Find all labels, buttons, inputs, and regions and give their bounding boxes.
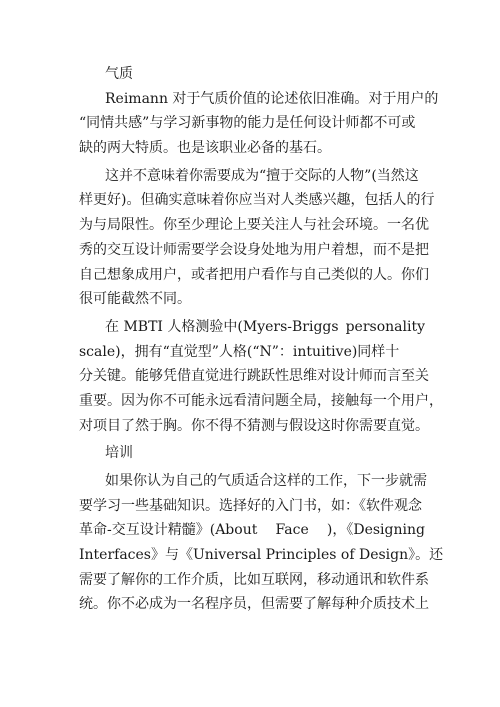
line-segment: Face bbox=[275, 522, 309, 539]
paragraph-social bbox=[79, 164, 435, 312]
section-heading-temperament: 气质 bbox=[105, 66, 133, 82]
paragraph-line: 对项目了然于胸。你不得不猜测与假设这时你需要直觉。 bbox=[79, 417, 429, 434]
paragraph-line: 秀的交互设计师需要学会设身处地为用户着想，而不是把 bbox=[79, 241, 429, 258]
paragraph-line: 为与局限性。你至少理论上要关注人与社会环境。一名优 bbox=[79, 217, 429, 234]
line-segment: )，《Designing bbox=[326, 522, 425, 539]
paragraph-line: 样更好)。但确实意味着你应当对人类感兴趣，包括人的行 bbox=[79, 192, 435, 209]
paragraph-reimann bbox=[79, 87, 439, 161]
line-segment: 在 MBTI 人格测验中(Myers-Briggs bbox=[105, 318, 339, 335]
paragraph-line: 分关键。能够凭借直觉进行跳跃性思维对设计师而言至关 bbox=[79, 368, 429, 385]
paragraph-line: Reimann 对于气质价值的论述依旧准确。对于用户的 bbox=[105, 90, 439, 107]
paragraph-line: 要学习一些基础知识。选择好的入门书，如：《软件观念 bbox=[79, 497, 422, 514]
paragraph-mbti bbox=[79, 315, 443, 438]
paragraph-line: 需要了解你的工作介质，比如互联网，移动通讯和软件系 bbox=[79, 571, 429, 588]
section-heading-training: 培训 bbox=[105, 445, 133, 462]
paragraph-line: Interfaces》与《Universal Principles of Design》。还 bbox=[79, 547, 444, 564]
line-segment: 革命-交互设计精髓》(About bbox=[79, 522, 258, 539]
paragraph-line bbox=[79, 518, 425, 543]
paragraph-line: 这并不意味着你需要成为“擅于交际的人物”(当然这 bbox=[105, 167, 419, 184]
paragraph-line: 统。你不必成为一名程序员，但需要了解每种介质技术上 bbox=[79, 596, 429, 613]
paragraph-line: 很可能截然不同。 bbox=[79, 291, 191, 308]
paragraph-line: 重要。因为你不可能永远看清问题全局，接触每一个用户， bbox=[79, 392, 443, 409]
line-segment: personality bbox=[345, 318, 425, 335]
paragraph-training bbox=[79, 469, 444, 617]
paragraph-line: scale)，拥有“直觉型”人格(“N”：intuitive)同样十 bbox=[79, 343, 400, 360]
document-body bbox=[79, 62, 444, 617]
paragraph-line: “同情共感”与学习新事物的能力是任何设计师都不可或 bbox=[79, 115, 416, 132]
paragraph-line: 如果你认为自己的气质适合这样的工作，下一步就需 bbox=[105, 473, 427, 489]
paragraph-line: 自己想象成用户，或者把用户看作与自己类似的人。你们 bbox=[79, 266, 429, 283]
paragraph-line bbox=[79, 315, 425, 340]
paragraph-line: 缺的两大特质。也是该职业必备的基石。 bbox=[79, 140, 331, 157]
